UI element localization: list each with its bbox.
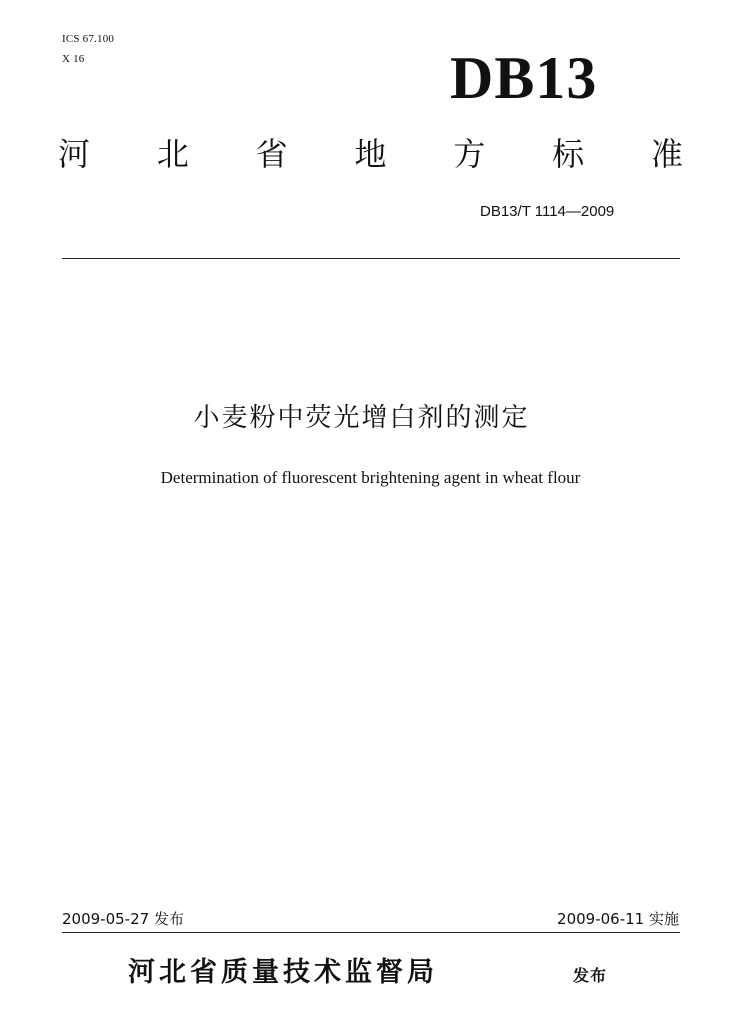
standard-type-char: 河 — [58, 135, 91, 173]
title-chinese: 小麦粉中荧光增白剂的测定 — [193, 403, 530, 433]
ics-code: ICS 67.100 — [62, 33, 115, 45]
standard-type — [58, 132, 683, 176]
implementation-date: 2009-06-11 实施 — [557, 910, 679, 928]
issue-label: 发布 — [573, 966, 608, 985]
standard-type-char: 地 — [354, 135, 387, 173]
standard-type-char: 标 — [552, 135, 585, 173]
bottom-divider — [62, 932, 680, 933]
issue-date: 2009-05-27 发布 — [62, 910, 184, 928]
title-chinese-wrapper — [0, 398, 741, 438]
top-divider — [62, 258, 680, 259]
standard-number: DB13/T 1114—2009 — [480, 203, 615, 220]
standard-type-char: 准 — [650, 135, 683, 173]
standard-type-char: 方 — [453, 135, 486, 173]
ccs-code: X 16 — [62, 53, 85, 65]
standard-type-char: 省 — [255, 135, 288, 173]
issuing-authority: 河北省质量技术监督局 — [128, 957, 438, 988]
title-english: Determination of fluorescent brightening agent in wheat flour — [160, 468, 581, 487]
standard-type-char: 北 — [156, 135, 189, 173]
standard-prefix: DB13 — [450, 45, 598, 111]
